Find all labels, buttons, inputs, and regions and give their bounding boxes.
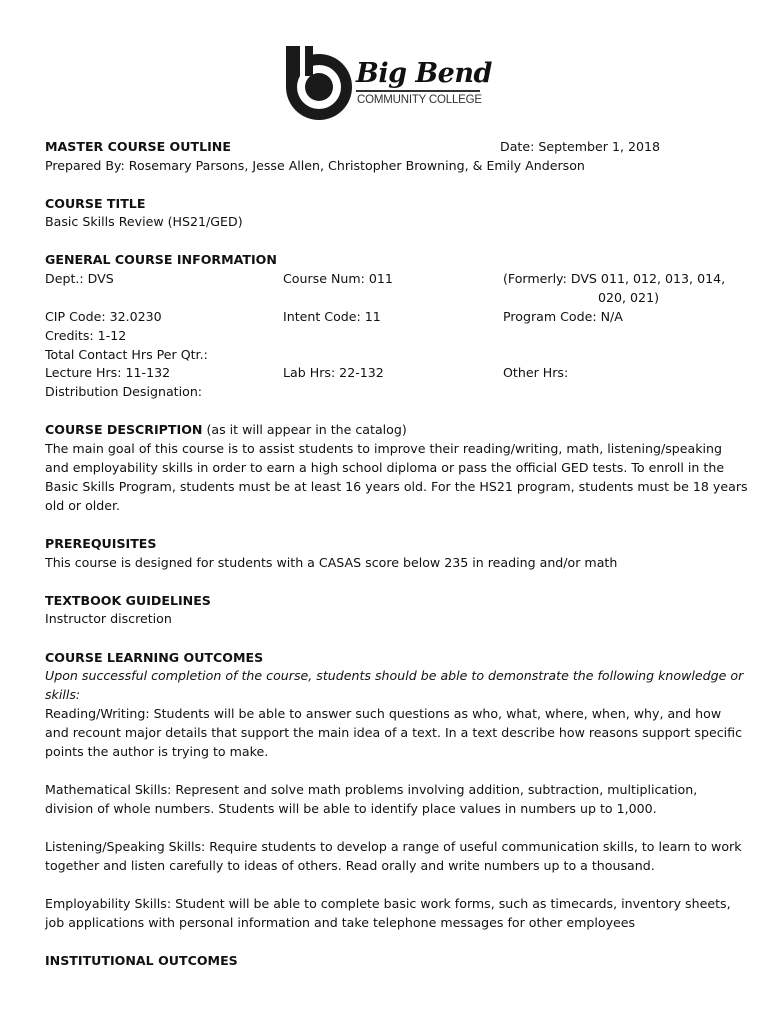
reading-outcome-line: points the author is trying to make. [45,744,269,759]
big-bend-b-icon [283,44,355,122]
program-code: Program Code: N/A [503,309,623,324]
other-hours: Other Hrs: [503,365,569,380]
formerly-line-1: (Formerly: DVS 011, 012, 013, 014, [503,271,726,286]
lab-hours: Lab Hrs: 22-132 [283,365,384,380]
description-line: old or older. [45,498,121,513]
intent-code: Intent Code: 11 [283,309,381,324]
description-heading-note: (as it will appear in the catalog) [202,422,407,437]
description-line: The main goal of this course is to assist students to improve their reading/writing, math, listening/speaking [45,441,722,456]
listening-outcome-line: Listening/Speaking Skills: Require students to develop a range of useful communication skills, to learn to work [45,839,742,854]
employability-outcome-line: Employability Skills: Student will be able to complete basic work forms, such as timecards, inventory sheets, [45,896,731,911]
textbook-heading: TEXTBOOK GUIDELINES [45,593,211,608]
course-num: Course Num: 011 [283,271,393,286]
cip-code: CIP Code: 32.0230 [45,309,162,324]
prerequisites-heading: PREREQUISITES [45,536,157,551]
outcomes-intro-line: Upon successful completion of the course, students should be able to demonstrate the following knowledge or [45,668,744,683]
document-date: Date: September 1, 2018 [500,139,661,154]
math-outcome-line: division of whole numbers. Students will be able to identify place values in numbers up to 1,000. [45,801,657,816]
formerly-line-2: 020, 021) [598,290,659,305]
reading-outcome-line: Reading/Writing: Students will be able to answer such questions as who, what, where, when, why, and how [45,706,722,721]
prerequisites-text: This course is designed for students with a CASAS score below 235 in reading and/or math [45,555,618,570]
description-line: Basic Skills Program, students must be at least 16 years old. For the HS21 program, students must be 18 years [45,479,748,494]
course-title-heading: COURSE TITLE [45,196,146,211]
textbook-text: Instructor discretion [45,611,172,626]
course-title-value: Basic Skills Review (HS21/GED) [45,214,243,229]
description-heading: COURSE DESCRIPTION [45,422,203,437]
general-info-heading: GENERAL COURSE INFORMATION [45,252,277,267]
total-contact-hours: Total Contact Hrs Per Qtr.: [45,347,208,362]
reading-outcome-line: and recount major details that support the main idea of a text. In a text describe how reasons support specific [45,725,743,740]
document-title: MASTER COURSE OUTLINE [45,139,231,154]
lecture-hours: Lecture Hrs: 11-132 [45,365,171,380]
distribution-designation: Distribution Designation: [45,384,203,399]
math-outcome-line: Mathematical Skills: Represent and solve math problems involving addition, subtraction, multiplication, [45,782,698,797]
logo-subtitle: COMMUNITY COLLEGE [357,94,482,106]
listening-outcome-line: together and listen carefully to ideas of others. Read orally and write numbers up to a thousand. [45,858,655,873]
logo-name: Big Bend [356,58,492,89]
description-line: and employability skills in order to earn a high school diploma or pass the official GED tests. To enroll in the [45,460,725,475]
dept: Dept.: DVS [45,271,114,286]
outcomes-heading: COURSE LEARNING OUTCOMES [45,650,264,665]
description-heading-line [45,421,407,439]
logo-divider [356,90,480,92]
institutional-outcomes-heading: INSTITUTIONAL OUTCOMES [45,953,238,968]
college-logo [283,44,493,122]
prepared-by: Prepared By: Rosemary Parsons, Jesse Allen, Christopher Browning, & Emily Anderson [45,158,585,173]
outcomes-intro-line: skills: [45,687,81,702]
employability-outcome-line: job applications with personal information and take telephone messages for other employees [45,915,636,930]
credits: Credits: 1-12 [45,328,127,343]
